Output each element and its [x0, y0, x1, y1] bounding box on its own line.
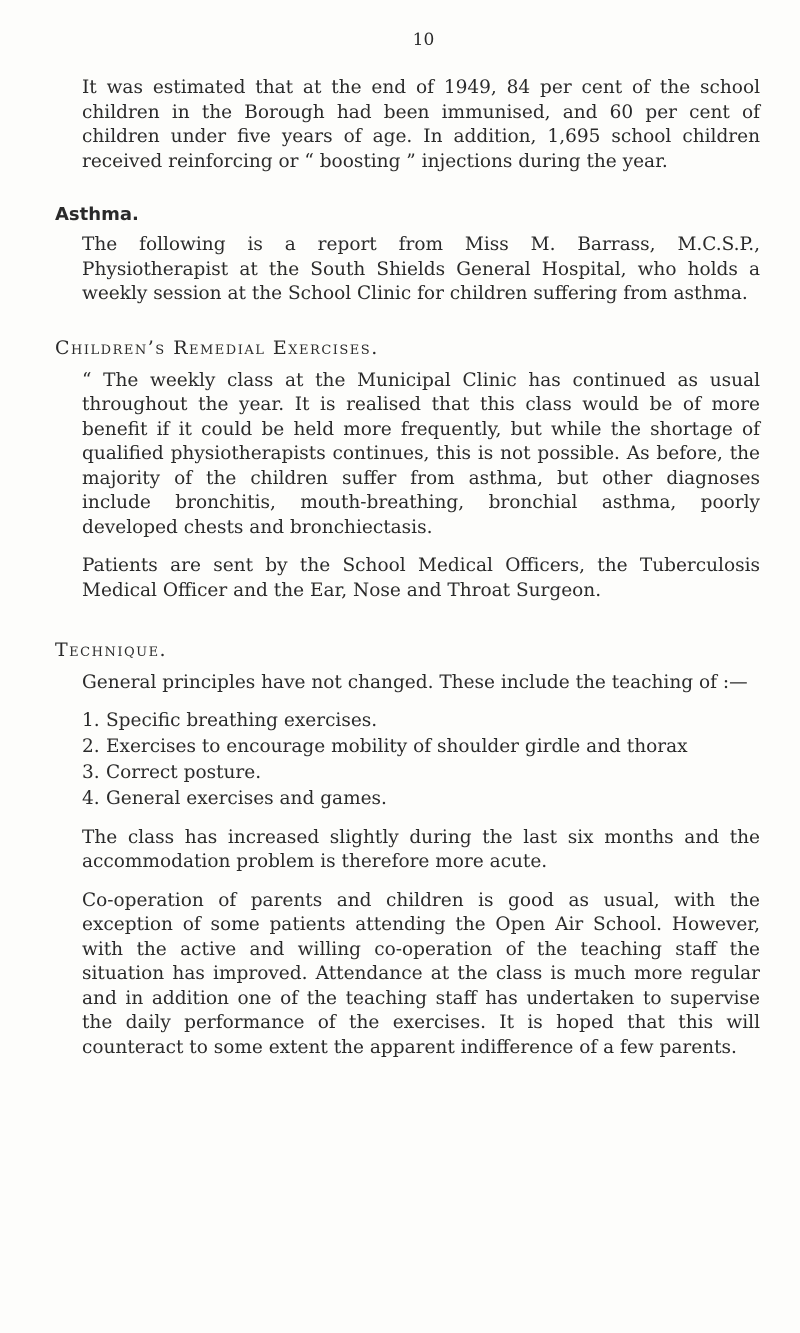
list-item-number: 4.: [82, 787, 100, 809]
remedial-exercises-heading: Children’s Remedial Exercises.: [55, 336, 379, 359]
list-item: [82, 708, 760, 734]
list-item-number: 3.: [82, 761, 100, 783]
list-item-text: Exercises to encourage mobility of shoulder girdle and thorax: [106, 735, 688, 757]
list-item-number: 2.: [82, 735, 100, 757]
page-number: 10: [412, 30, 435, 50]
list-item: [82, 760, 760, 786]
remedial-paragraph-1: “ The weekly class at the Municipal Clinic has continued as usual throughout the year. It is realised that this class would be of more benefit if it could be held more frequently, but while the shortage of qualified physiotherapists continues, this is not possible. As before, the majority of the children suffer from asthma, but other diagnoses include bronchitis, mouth-breathing, bronchial asthma, poorly developed chests and bronchiectasis.: [82, 369, 760, 538]
technique-heading: Technique.: [55, 639, 168, 661]
asthma-heading: Asthma.: [55, 204, 139, 225]
technique-paragraph-2: Co-operation of parents and children is good as usual, with the exception of some patients attending the Open Air School. However, with the active and willing co-operation of the teaching staff the situation has improved. Attendance at the class is much more regular and in addition one of the teaching staff has undertaken to supervise the daily performance of the exercises. It is hoped that this will counteract to some extent the apparent indifference of a few parents.: [82, 889, 760, 1058]
list-item-text: Specific breathing exercises.: [106, 709, 378, 731]
list-item: [82, 734, 760, 760]
asthma-paragraph: The following is a report from Miss M. Barrass, M.C.S.P., Physiotherapist at the South Shields General Hospital, who holds a weekly session at the School Clinic for children suffering from asthma.: [82, 234, 760, 304]
remedial-paragraph-2: Patients are sent by the School Medical Officers, the Tuberculosis Medical Officer and the Ear, Nose and Throat Surgeon.: [82, 555, 760, 601]
technique-paragraph-1: The class has increased slightly during the last six months and the accommodation problem is therefore more acute.: [82, 826, 760, 872]
technique-intro: General principles have not changed. These include the teaching of :—: [82, 672, 748, 693]
list-item-number: 1.: [82, 709, 100, 731]
technique-list: [55, 708, 760, 812]
list-item-text: Correct posture.: [106, 761, 262, 783]
intro-paragraph: It was estimated that at the end of 1949, 84 per cent of the school children in the Borough had been immunised, and 60 per cent of children under five years of age. In addition, 1,695 school children received reinforcing or “ boosting ” injections during the year.: [82, 77, 760, 172]
document-page: [55, 30, 760, 1060]
list-item: [82, 786, 760, 812]
list-item-text: General exercises and games.: [106, 787, 387, 809]
